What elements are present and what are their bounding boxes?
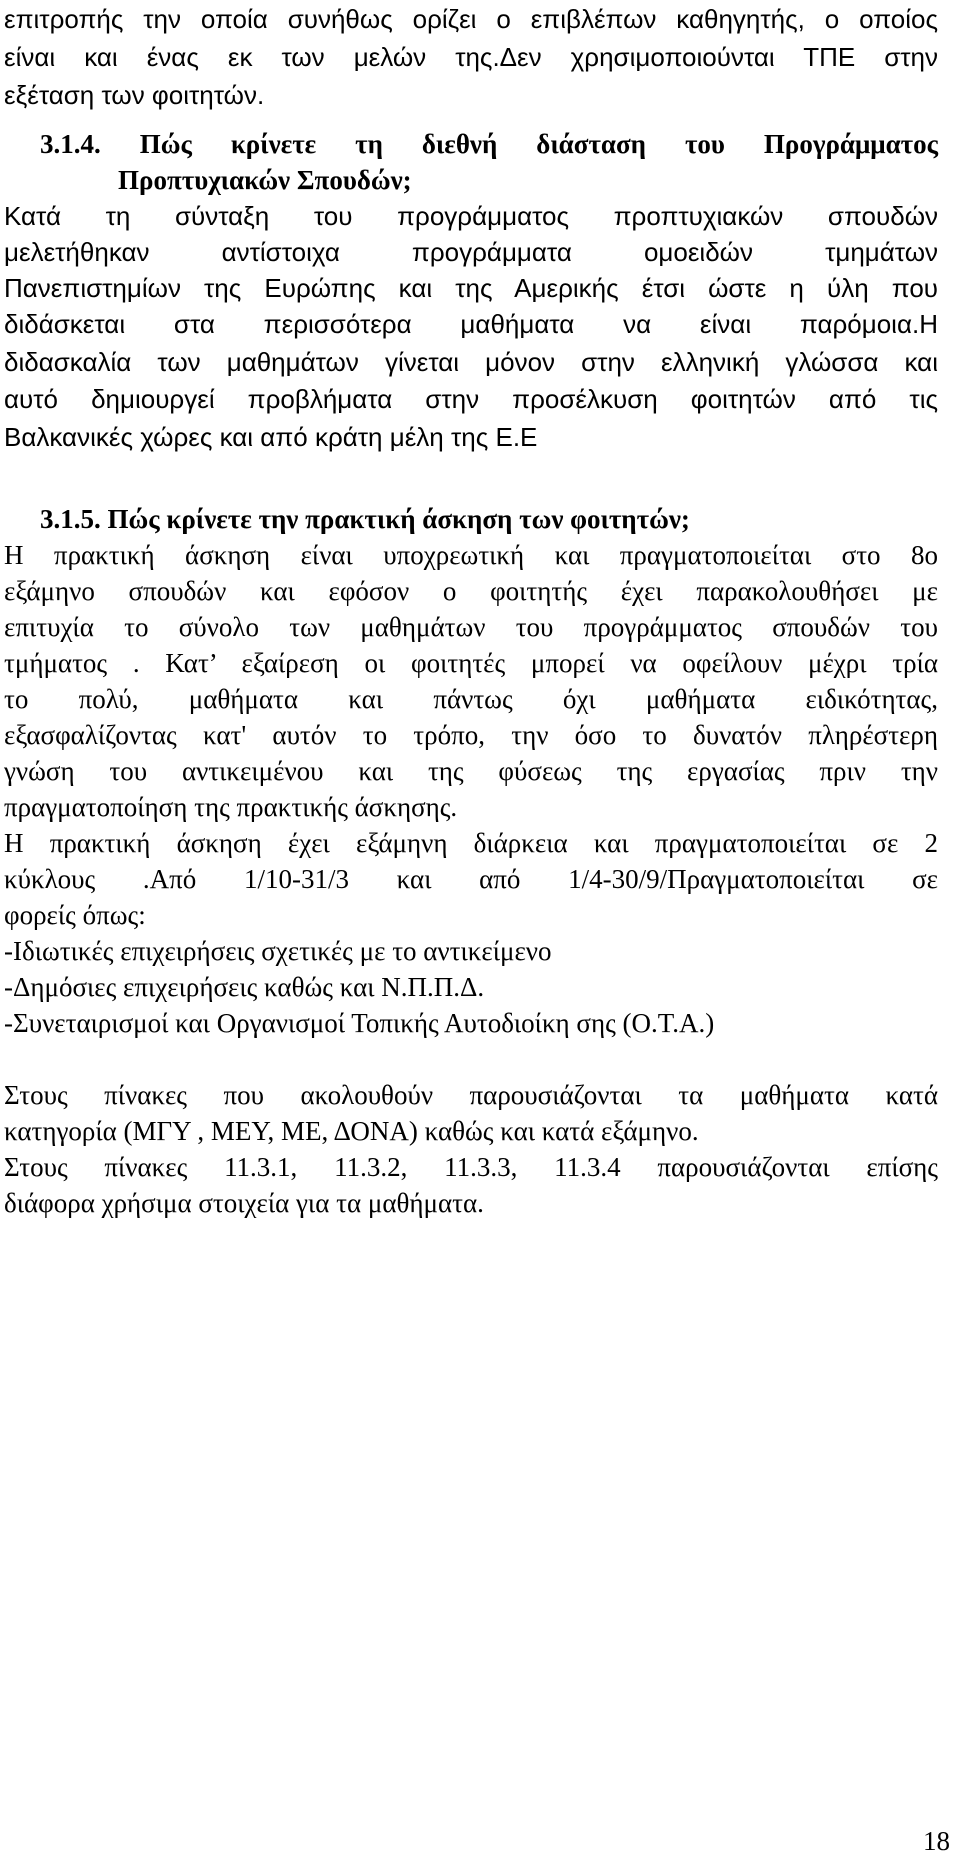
text-line: εξασφαλίζοντας κατ' αυτόν το τρόπο, την όσο το δυνατόν πληρέστερη <box>4 720 938 750</box>
text-line: κύκλους .Από 1/10-31/3 και από 1/4-30/9/Πραγματοποιείται σε <box>4 864 938 894</box>
text-line: το πολύ, μαθήματα και πάντως όχι μαθήματα ειδικότητας, <box>4 684 938 714</box>
text-line: φορείς όπως: <box>4 900 146 930</box>
text-line: διδάσκεται στα περισσότερα μαθήματα να είναι παρόμοια.Η <box>4 309 938 339</box>
text-line: αυτό δημιουργεί προβλήματα στην προσέλκυση φοιτητών από τις <box>4 384 938 414</box>
text-line: διάφορα χρήσιμα στοιχεία για τα μαθήματα. <box>4 1188 484 1218</box>
list-item: -Ιδιωτικές επιχειρήσεις σχετικές με το αντικείμενο <box>4 936 552 966</box>
text-line: τμήματος . Κατ’ εξαίρεση οι φοιτητές μπορεί να οφείλουν μέχρι τρία <box>4 648 938 678</box>
text-line: επιτυχία το σύνολο των μαθημάτων του προγράμματος σπουδών του <box>4 612 938 642</box>
text-line: κατηγορία (ΜΓΥ , ΜΕΥ, ΜΕ, ΔΟΝΑ) καθώς και κατά εξάμηνο. <box>4 1116 699 1146</box>
text-line: Βαλκανικές χώρες και από κράτη μέλη της Ε.Ε <box>4 422 538 452</box>
page-number: 18 <box>923 1826 950 1856</box>
text-line: Στους πίνακες που ακολουθούν παρουσιάζονται τα μαθήματα κατά <box>4 1080 938 1110</box>
text-line: εξέταση των φοιτητών. <box>4 80 265 110</box>
text-line: εξάμηνο σπουδών και εφόσον ο φοιτητής έχει παρακολουθήσει με <box>4 576 938 606</box>
section-heading-3-1-5: 3.1.5. Πώς κρίνετε την πρακτική άσκηση των φοιτητών; <box>40 504 690 534</box>
list-item: -Δημόσιες επιχειρήσεις καθώς και Ν.Π.Π.Δ. <box>4 972 485 1002</box>
text-line: μελετήθηκαν αντίστοιχα προγράμματα ομοειδών τμημάτων <box>4 237 938 267</box>
text-line: Η πρακτική άσκηση είναι υποχρεωτική και πραγματοποιείται στο 8ο <box>4 540 938 570</box>
text-line: Στους πίνακες 11.3.1, 11.3.2, 11.3.3, 11.3.4 παρουσιάζονται επίσης <box>4 1152 938 1182</box>
section-heading-3-1-4-cont: Προπτυχιακών Σπουδών; <box>118 165 412 195</box>
text-line: γνώση του αντικειμένου και της φύσεως της εργασίας πριν την <box>4 756 938 786</box>
section-heading-3-1-4: 3.1.4. Πώς κρίνετε τη διεθνή διάσταση του Προγράμματος <box>40 129 938 159</box>
text-line: Κατά τη σύνταξη του προγράμματος προπτυχιακών σπουδών <box>4 201 938 231</box>
text-line: είναι και ένας εκ των μελών της.Δεν χρησιμοποιούνται ΤΠΕ στην <box>4 42 938 72</box>
text-line: Πανεπιστημίων της Ευρώπης και της Αμερικής έτσι ώστε η ύλη που <box>4 273 938 303</box>
text-line: Η πρακτική άσκηση έχει εξάμηνη διάρκεια και πραγματοποιείται σε 2 <box>4 828 938 858</box>
list-item: -Συνεταιρισμοί και Οργανισμοί Τοπικής Αυτοδιοίκη σης (Ο.Τ.Α.) <box>4 1008 715 1038</box>
text-line: επιτροπής την οποία συνήθως ορίζει ο επιβλέπων καθηγητής, ο οποίος <box>4 4 938 34</box>
text-line: διδασκαλία των μαθημάτων γίνεται μόνον στην ελληνική γλώσσα και <box>4 347 938 377</box>
text-line: πραγματοποίηση της πρακτικής άσκησης. <box>4 792 458 822</box>
